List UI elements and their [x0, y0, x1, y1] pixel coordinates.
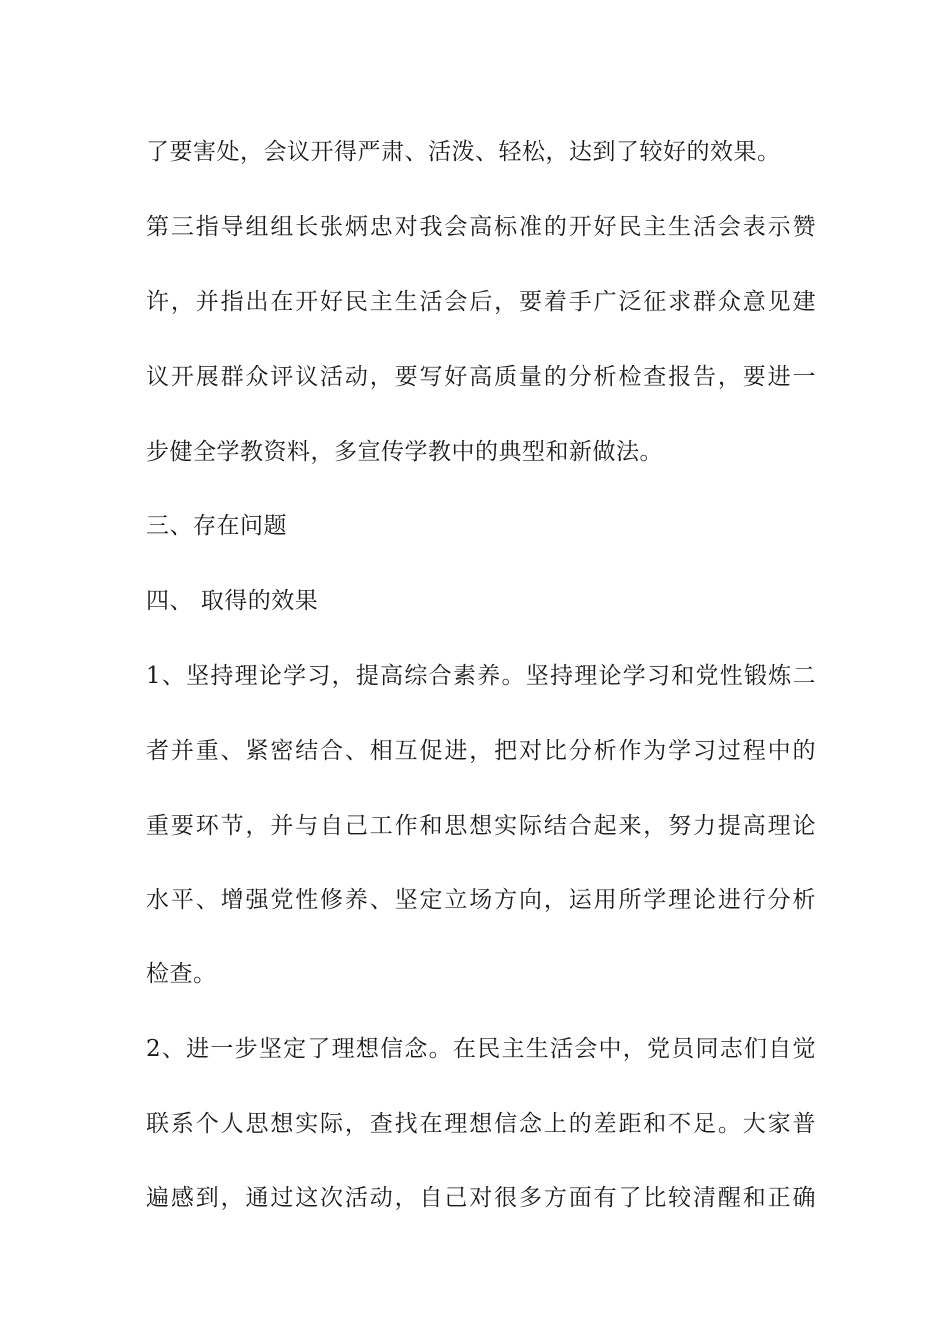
text-line: 2、进一步坚定了理想信念。在民主生活会中，党员同志们自觉 — [146, 1036, 816, 1062]
text-line: 了要害处，会议开得严肃、活泼、轻松，达到了较好的效果。 — [146, 139, 781, 165]
text-line: 议开展群众评议活动，要写好高质量的分析检查报告，要进一 — [146, 364, 816, 390]
section-heading: 四、 取得的效果 — [146, 588, 319, 614]
text-line: 第三指导组组长张炳忠对我会高标准的开好民主生活会表示赞 — [146, 214, 816, 240]
text-line: 重要环节，并与自己工作和思想实际结合起来，努力提高理论 — [146, 813, 816, 839]
text-line: 者并重、紧密结合、相互促进，把对比分析作为学习过程中的 — [146, 738, 816, 764]
text-line: 联系个人思想实际，查找在理想信念上的差距和不足。大家普 — [146, 1111, 816, 1137]
text-line: 遍感到，通过这次活动，自己对很多方面有了比较清醒和正确 — [146, 1185, 816, 1211]
text-line: 水平、增强党性修养、坚定立场方向，运用所学理论进行分析 — [146, 887, 816, 913]
text-line: 许，并指出在开好民主生活会后，要着手广泛征求群众意见建 — [146, 289, 816, 315]
text-line: 检查。 — [146, 961, 217, 987]
text-line: 1、坚持理论学习，提高综合素养。坚持理论学习和党性锻炼二 — [146, 663, 816, 689]
section-heading: 三、存在问题 — [146, 513, 287, 539]
text-line: 步健全学教资料，多宣传学教中的典型和新做法。 — [146, 439, 663, 465]
